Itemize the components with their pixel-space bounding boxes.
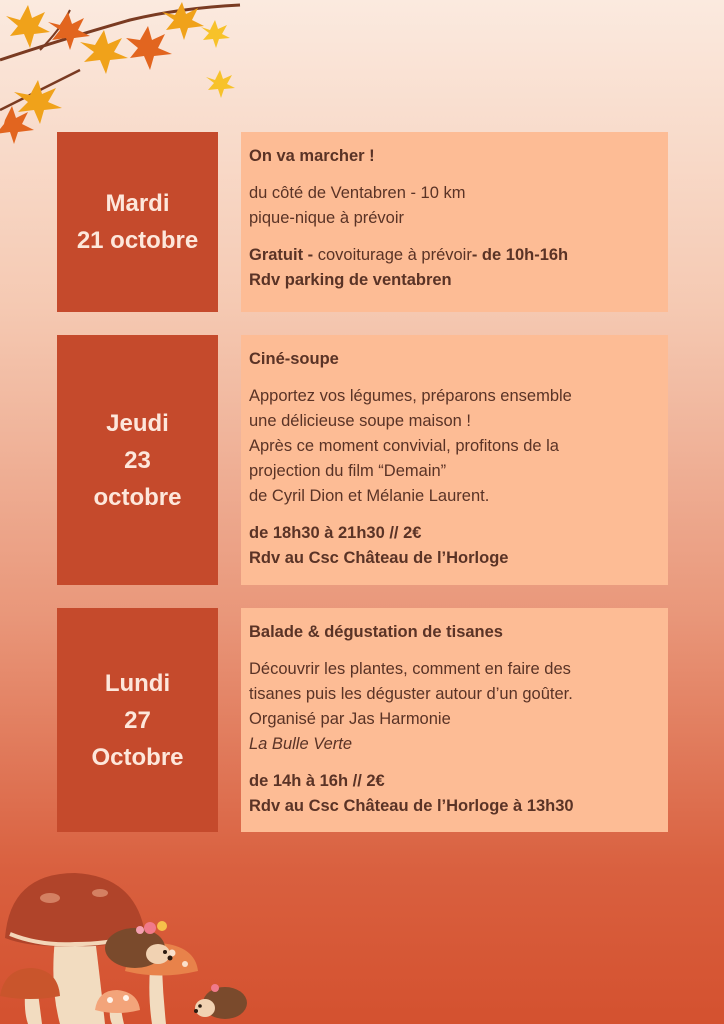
date-day: Lundi xyxy=(104,669,171,697)
event-date-box xyxy=(57,608,218,832)
event-title: On va marcher ! xyxy=(249,147,375,165)
event-meeting-point: Rdv au Csc Château de l’Horloge à 13h30 xyxy=(249,797,574,815)
event-description xyxy=(249,181,660,231)
desc-line: Après ce moment convivial, profitons de la xyxy=(249,437,559,455)
date-number: 23 xyxy=(124,446,151,474)
date-number: 27 xyxy=(124,706,151,734)
desc-line: Apportez vos légumes, préparons ensemble xyxy=(249,387,572,405)
desc-line: Organisé par Jas Harmonie xyxy=(249,710,451,728)
date-day: Jeudi xyxy=(106,409,169,437)
event-date-box xyxy=(57,335,218,585)
price-label: Gratuit - xyxy=(249,246,314,264)
event-date-box xyxy=(57,132,218,312)
date-month: octobre xyxy=(93,483,182,511)
event-price-time xyxy=(249,243,660,268)
event-details xyxy=(249,521,660,571)
desc-line-italic: La Bulle Verte xyxy=(249,735,353,753)
date-number-month: 21 octobre xyxy=(76,227,199,254)
date-month: Octobre xyxy=(91,743,184,771)
event-title: Ciné-soupe xyxy=(249,350,339,368)
desc-line: de Cyril Dion et Mélanie Laurent. xyxy=(249,487,490,505)
event-title: Balade & dégustation de tisanes xyxy=(249,623,503,641)
event-meeting-point: Rdv au Csc Château de l’Horloge xyxy=(249,549,509,567)
time-label: - de 10h-16h xyxy=(471,246,569,264)
desc-line: projection du film “Demain” xyxy=(249,462,447,480)
event-meeting-point: Rdv parking de ventabren xyxy=(249,271,452,289)
event-details xyxy=(249,769,660,819)
event-price-time: de 18h30 à 21h30 // 2€ xyxy=(249,524,422,542)
event-details xyxy=(249,243,660,293)
desc-line: une délicieuse soupe maison ! xyxy=(249,412,471,430)
event-info-box xyxy=(241,608,668,832)
desc-line: pique-nique à prévoir xyxy=(249,209,405,227)
desc-line: Découvrir les plantes, comment en faire des xyxy=(249,660,571,678)
date-day: Mardi xyxy=(105,190,170,217)
desc-line: du côté de Ventabren - 10 km xyxy=(249,184,466,202)
event-info-box xyxy=(241,335,668,585)
event-price-time: de 14h à 16h // 2€ xyxy=(249,772,385,790)
desc-line: tisanes puis les déguster autour d’un goûter. xyxy=(249,685,573,703)
mushrooms-icon xyxy=(0,868,260,1024)
event-description xyxy=(249,384,660,509)
event-description xyxy=(249,657,660,757)
carpool-note: covoiturage à prévoir xyxy=(313,246,472,264)
event-info-box xyxy=(241,132,668,312)
